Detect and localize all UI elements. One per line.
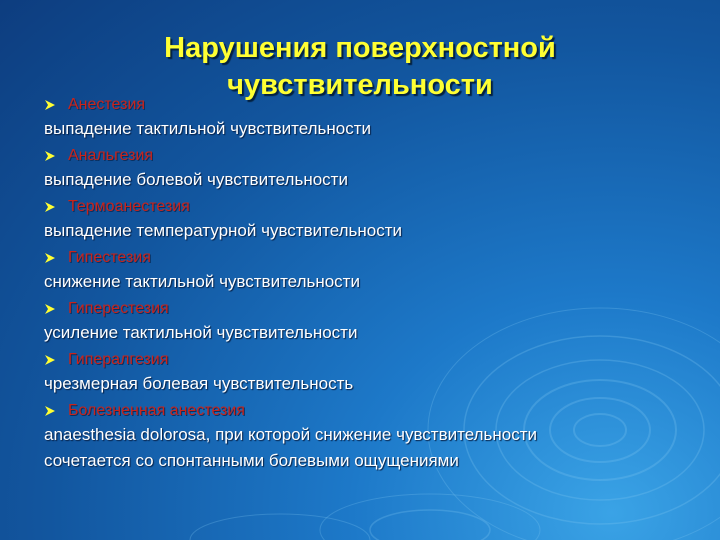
arrowhead-bullet-icon xyxy=(44,303,68,315)
term-label: Болезненная анестезия xyxy=(68,402,245,419)
arrowhead-bullet-icon xyxy=(44,150,68,162)
term-label: Гипестезия xyxy=(68,249,151,266)
arrowhead-bullet-icon xyxy=(44,201,68,213)
term-description-line-2: сочетается со спонтанными болевыми ощущениями xyxy=(44,451,459,470)
term-description: выпадение тактильной чувствительности xyxy=(44,119,372,138)
term-row xyxy=(44,93,684,117)
term-label: Анальгезия xyxy=(68,147,154,164)
term-description: чрезмерная болевая чувствительность xyxy=(44,374,354,393)
term-description: снижение тактильной чувствительности xyxy=(44,272,360,291)
term-row xyxy=(44,348,684,372)
term-list xyxy=(44,90,684,475)
arrowhead-bullet-icon xyxy=(44,405,68,417)
term-description: усиление тактильной чувствительности xyxy=(44,323,358,342)
term-label: Анестезия xyxy=(68,96,146,113)
term-label: Гипералгезия xyxy=(68,351,169,368)
arrowhead-bullet-icon xyxy=(44,354,68,366)
term-row xyxy=(44,246,684,270)
title-line-1: Нарушения поверхностной xyxy=(164,32,556,64)
arrowhead-bullet-icon xyxy=(44,252,68,264)
term-description-line-1: anaesthesia dolorosa, при которой снижение чувствительности xyxy=(44,425,537,444)
term-row xyxy=(44,297,684,321)
term-label: Термоанестезия xyxy=(68,198,190,215)
arrowhead-bullet-icon xyxy=(44,99,68,111)
title-line-2: чувствительности xyxy=(227,69,493,101)
term-row xyxy=(44,399,684,423)
term-label: Гиперестезия xyxy=(68,300,169,317)
term-row xyxy=(44,144,684,168)
term-description: выпадение болевой чувствительности xyxy=(44,170,348,189)
term-description: выпадение температурной чувствительности xyxy=(44,221,402,240)
term-row xyxy=(44,195,684,219)
